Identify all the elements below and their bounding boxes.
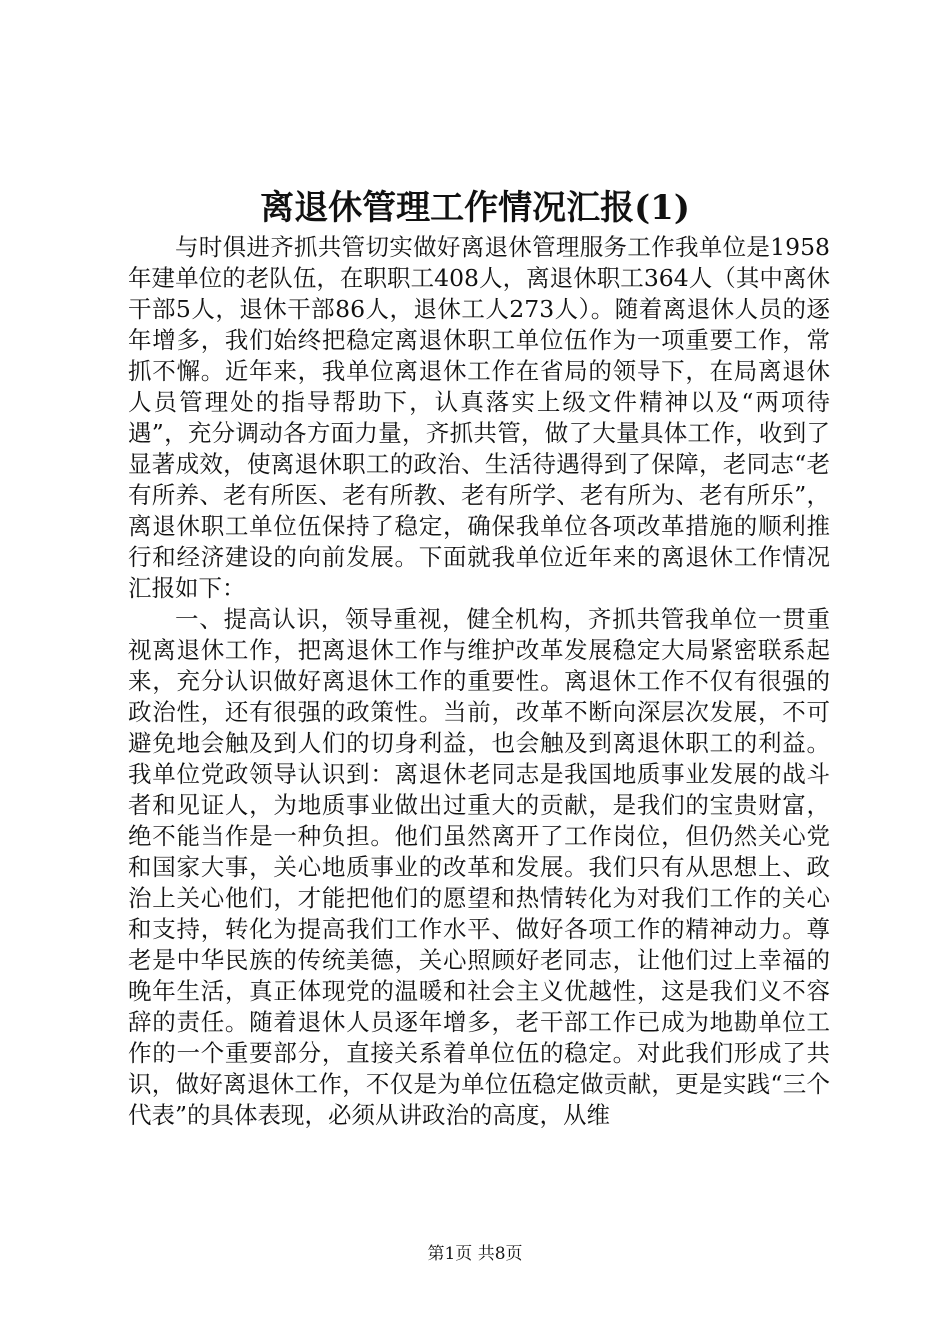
paragraph-section-one: 一、提高认识，领导重视，健全机构，齐抓共管我单位一贯重视离退休工作，把离退休工作与维护改革发展稳定大局紧密联系起来，充分认识做好离退休工作的重要性。离退休工作不仅有很强的政治性，还有很强的政策性。当前，改革不断向深层次发展，不可避免地会触及到人们的切身利益，也会触及到离退休职工的利益。我单位党政领导认识到：离退休老同志是我国地质事业发展的战斗者和见证人，为地质事业做出过重大的贡献，是我们的宝贵财富，绝不能当作是一种负担。他们虽然离开了工作岗位，但仍然关心党和国家大事，关心地质事业的改革和发展。我们只有从思想上、政治上关心他们，才能把他们的愿望和热情转化为对我们工作的关心和支持，转化为提高我们工作水平、做好各项工作的精神动力。尊老是中华民族的传统美德，关心照顾好老同志，让他们过上幸福的晚年生活，真正体现党的温暖和社会主义优越性，这是我们义不容辞的责任。随着退休人员逐年增多，老干部工作已成为地勘单位工作的一个重要部分，直接关系着单位伍的稳定。对此我们形成了共识，做好离退休工作，不仅是为单位伍稳定做贡献，更是实践“三个代表”的具体表现，必须从讲政治的高度，从维 [128,605,830,1129]
page-number-footer: 第1页 共8页 [427,1244,523,1264]
document-title: 离退休管理工作情况汇报(1) [260,188,690,228]
paragraph-intro: 与时俱进齐抓共管切实做好离退休管理服务工作我单位是1958年建单位的老队伍，在职职工408人，离退休职工364人（其中离休干部5人，退休干部86人，退休工人273人）。随着离退休人员的逐年增多，我们始终把稳定离退休职工单位伍作为一项重要工作，常抓不懈。近年来，我单位离退休工作在省局的领导下，在局离退休人员管理处的指导帮助下，认真落实上级文件精神以及“两项待遇”，充分调动各方面力量，齐抓共管，做了大量具体工作，收到了显著成效，使离退休职工的政治、生活待遇得到了保障，老同志“老有所养、老有所医、老有所教、老有所学、老有所为、老有所乐”，离退休职工单位伍保持了稳定，确保我单位各项改革措施的顺利推行和经济建设的向前发展。下面就我单位近年来的离退休工作情况汇报如下： [128,233,830,602]
document-body [128,232,830,1131]
